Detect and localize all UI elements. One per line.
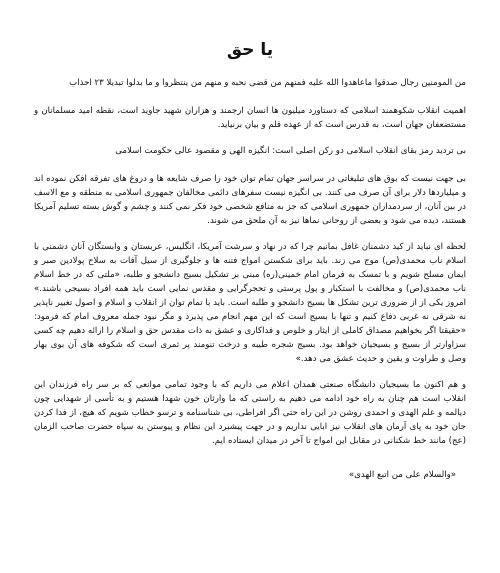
- quran-verse: من المومنین رجال صدقوا ماعاهدوا الله علیه فمنهم من قضی نحبه و منهم من ینتظروا و ما بدلوا تبدیلا ۲۳ احذاب: [69, 78, 466, 88]
- paragraph-importance: اهمیت انقلاب شکوهمند اسلامی که دستاورد میلیون ها انسان ارجمند و هزاران شهید جاوید است، نقطه امید مسلمانان و مستضعفان جهان است، به قدرس است که از عهده قلم و بیان برنیاید.: [34, 106, 466, 130]
- paragraph-pillars: بی تردید رمز بقای انقلاب اسلامی دو رکن اصلی است: انگیزه الهی و مقصود عالی حکومت اسلامی: [115, 146, 466, 156]
- closing-salutation: «والسلام علی من اتبع الهدی»: [348, 470, 456, 480]
- paragraph-propaganda: بی جهت نیست که بوق های تبلیغاتی در سراسر جهان تمام توان خود را صرف شایعه ها و دروغ های تفرقه افکن نموده اند و میلیاردها دلار برای آن صرف می کنند. بی انگیزه نیست سفرهای دائمی مخالفان جمهوری اسلامی به منطقه و مع الاسف در بین آنان، از سردمداران جمهوری اسلامی که جز به منافع شخصی خود فکر نمی کنند و چشم و گوش بسته تسلیم آمریکا هستند، دیده می شود و بعضی از روحانی نماها نیز به آن ملحق می شوند.: [34, 174, 466, 226]
- paragraph-declaration: و هم اکنون ما بسیجیان دانشگاه صنعتی همدان اعلام می داریم که با وجود تمامی موانعی که بر سر راه فرزندان این انقلاب است هم چنان به راه خود ادامه می دهیم به راستی که ما وارثان خون شهدا هستیم و به تأسی از شهدایی چون دیالمه و علم الهدی و احمدی روشن در این راه حتی اگر افراطی، بی شناسنامه و ترسو خطاب شویم که هیچ، از فدا کردن جان خود به پای آرمان های انقلاب نیز ابایی نداریم و در جهت پیشبرد این نظام و پیوستن به سپاه حضرت صاحب الزمان (عج) مانند خط شکنانی در مقابل این امواج تا آخر در میدان ایستاده ایم.: [34, 380, 466, 446]
- document-title: یا حق: [226, 40, 274, 60]
- paragraph-basij: لحظه ای نباید از کید دشمنان غافل بمانیم چرا که در نهاد و سرشت آمریکا، انگلیس، عربستان و وابستگان آنان دشمنی با اسلام ناب محمدی(ص) موج می زند. باید برای شکستن امواج فتنه ها و جلوگیری از سیل آفات به سلاح پولادین صبر و ایمان مسلح شویم و با تمسک به فرمان امام خمینی(ره) مبنی بر تشکیل بسیج دانشجو و طلبه، «ملتی که در خط اسلام ناب محمدی(ص) و مخالفت با استکبار و پول پرستی و تحجرگرایی و مقدس نمایی است باید همه افراد بسیجی باشند.» امروز یکی از از ضروری ترین تشکل ها بسیج دانشجو و طلبه است. باید با تمام توان از انقلاب و اسلام و اصول تغییر ناپذیر نه شرقی نه غربی دفاع کنیم و تنها با بسیج است که این مهم انجام می پذیرد و مگر نبود جمله معروف امام که فرمود: «حقیقتا اگر بخواهیم مصداق کاملی از ایثار و خلوص و فداکاری و عشق به ذات مقدس حق و اسلام را ارائه دهیم چه کسی سزاوارتر از بسیج و بسیجیان خواهد بود. بسیج شجره طیبه و درخت تنومند پر ثمری است که شکوفه های آن بوی بهار وصل و طراوت و یقین و حدیث عشق می دهد.»: [34, 242, 466, 364]
